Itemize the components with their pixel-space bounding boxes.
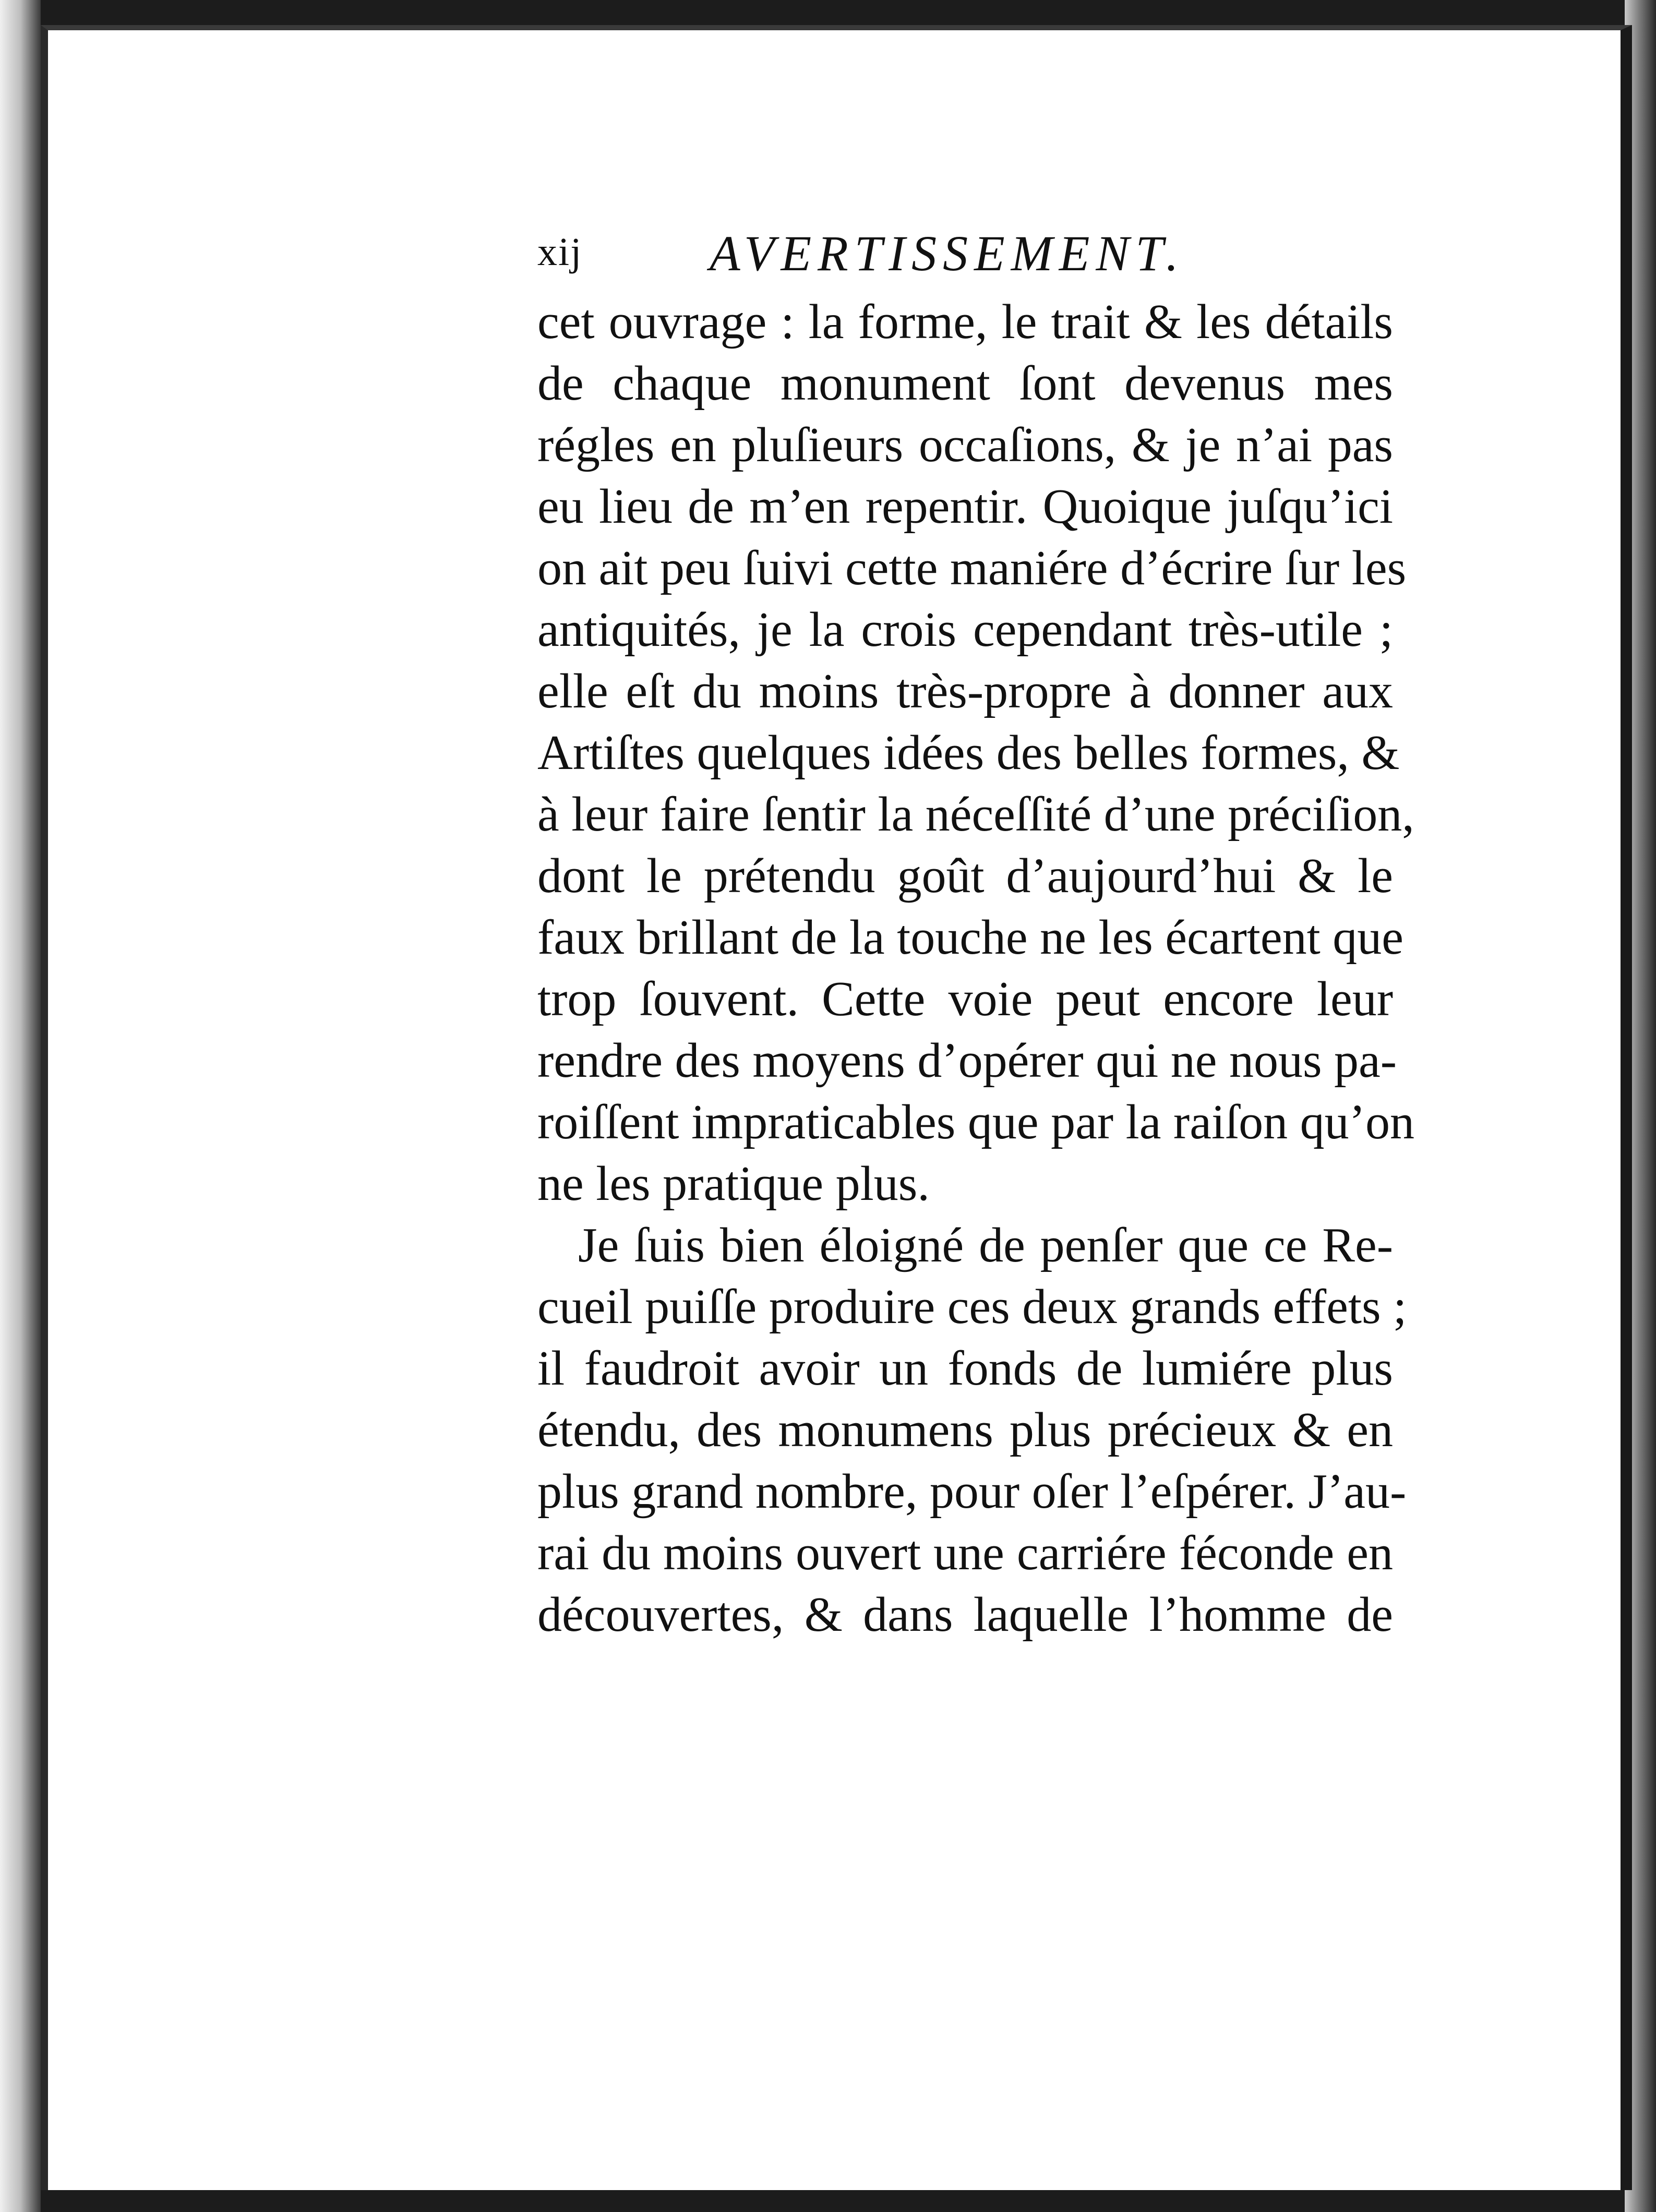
text-line: régles en pluſieurs occaſions, & je n’ai pas [537,418,1393,472]
text-line: Artiſtes quelques idées des belles formes, & [537,726,1400,780]
scan-left-edge [0,0,41,2212]
text-line: rai du moins ouvert une carriére féconde en [537,1526,1393,1580]
text-line: rendre des moyens d’opérer qui ne nous pa- [537,1033,1397,1088]
text-line: trop ſouvent. Cette voie peut encore leur [537,972,1393,1026]
text-line: étendu, des monumens plus précieux & en [537,1403,1393,1457]
text-line: Je ſuis bien éloigné de penſer que ce Re- [578,1218,1393,1272]
text-line: eu lieu de m’en repentir. Quoique juſqu’ici [537,479,1393,534]
text-line: elle eſt du moins très-propre à donner aux [537,664,1393,718]
text-line: ne les pratique plus. [537,1157,930,1211]
page-header [537,219,1320,282]
text-line: plus grand nombre, pour oſer l’eſpérer. J’au- [537,1464,1407,1519]
text-line: dont le prétendu goût d’aujourd’hui & le [537,849,1393,903]
running-title: AVERTISSEMENT. [710,225,1185,281]
text-line: il faudroit avoir un fonds de lumiére plus [537,1341,1393,1396]
text-line: cet ouvrage : la forme, le trait & les détails [537,295,1393,349]
text-line: de chaque monument ſont devenus mes [537,356,1393,411]
text-line: à leur faire ſentir la néceſſité d’une préciſion, [537,787,1414,841]
page-number: xij [537,230,583,274]
text-line: faux brillant de la touche ne les écartent que [537,910,1403,965]
text-line: on ait peu ſuivi cette maniére d’écrire ſur les [537,541,1407,595]
text-line: découvertes, & dans laquelle l’homme de [537,1588,1393,1642]
text-line: antiquités, je la crois cependant très-utile ; [537,603,1393,657]
body-text [537,291,1414,1645]
text-line: cueil puiſſe produire ces deux grands effets ; [537,1280,1407,1334]
text-line: roiſſent impraticables que par la raiſon qu’on [537,1095,1414,1149]
